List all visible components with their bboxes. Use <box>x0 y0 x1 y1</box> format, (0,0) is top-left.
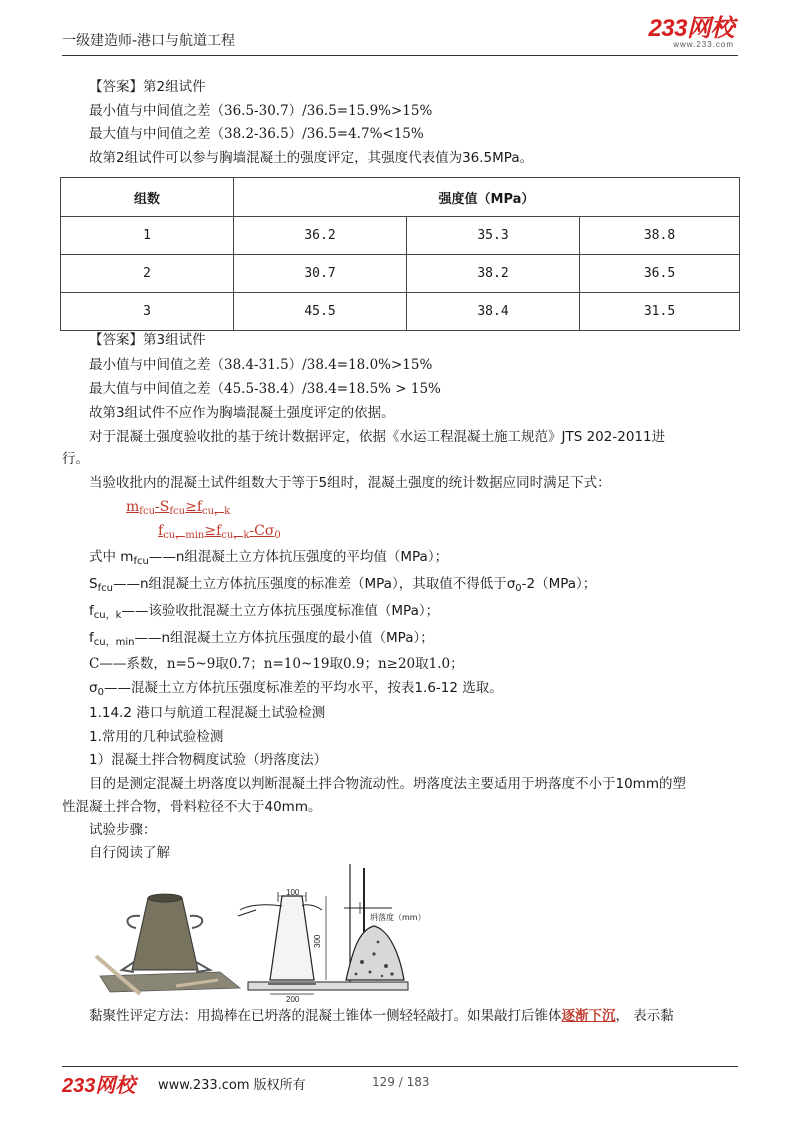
definition-sfcu: $S_{fcu}——n$组混凝土立方体抗压强度的标准差（MPa），其取值不得低于$\sigma_0-2(MPa)$； <box>89 576 597 594</box>
table-row <box>61 293 740 331</box>
table-cell: 30.7 <box>234 255 407 293</box>
dim-300-label: 300 <box>313 934 322 948</box>
emphasis-gradual-sink: 逐渐下沉 <box>561 1008 616 1024</box>
self-study-note: 自行阅读了解 <box>89 845 170 861</box>
table-cell: 38.4 <box>407 293 580 331</box>
paragraph-spec-line2: 行。 <box>62 451 89 467</box>
logo-text: 233网校 <box>648 15 734 42</box>
table-cell: 36.2 <box>234 217 407 255</box>
dim-200-label: 200 <box>286 995 300 1004</box>
subsection-heading: 1.常用的几种试验检测 <box>89 729 224 745</box>
paragraph-purpose-line2: 性混凝土拌合物，骨料粒径不大于40mm。 <box>62 799 322 815</box>
table-header-group: 组数 <box>61 178 234 217</box>
table-cell: 38.8 <box>580 217 740 255</box>
table-cell: 31.5 <box>580 293 740 331</box>
table-row <box>61 217 740 255</box>
footer-copyright: www.233.com 版权所有 <box>158 1078 306 1093</box>
answer2-line3: 故第2组试件可以参与胸墙混凝土的强度评定，其强度代表值为36.5MPa。 <box>89 150 534 166</box>
table-cell-group: 1 <box>61 217 234 255</box>
definition-fcumin: $f_{cu,min}——n$组混凝土立方体抗压强度的最小值（MPa）； <box>89 630 434 648</box>
paragraph-spec-line1: 对于混凝土强度验收批的基于统计数据评定，依据《水运工程混凝土施工规范》JTS 202-2011进 <box>89 429 666 445</box>
table-header-strength: 强度值（MPa） <box>234 178 740 217</box>
answer3-line2: 最大值与中间值之差（45.5-38.4）/38.4=18.5% > 15% <box>89 381 441 397</box>
table-row <box>61 255 740 293</box>
answer3-line3: 故第3组试件不应作为胸墙混凝土强度评定的依据。 <box>89 405 395 421</box>
table-cell-group: 3 <box>61 293 234 331</box>
table-cell: 36.5 <box>580 255 740 293</box>
table-cell: 38.2 <box>407 255 580 293</box>
paragraph-cohesion: 黏聚性评定方法：用捣棒在已坍落的混凝土锥体一侧轻轻敲打。如果敲打后锥体逐渐下沉， 表示黏 <box>89 1008 674 1024</box>
footer-divider <box>62 1066 738 1067</box>
definition-fcuk: $f_{cu,k}——$该验收批混凝土立方体抗压强度标准值（MPa）； <box>89 603 440 621</box>
formula-2: $f_{cu,min}\ge f_{cu,k}-C\sigma_0$ <box>158 523 281 541</box>
slump-label: 坍落度（mm） <box>370 913 426 922</box>
definition-c: C——系数，n=5~9取0.7；n=10~19取0.9；n≥20取1.0； <box>89 656 464 672</box>
brand-logo[interactable] <box>648 16 734 49</box>
paragraph-condition: 当验收批内的混凝土试件组数大于等于5组时，混凝土强度的统计数据应同时满足下式： <box>89 475 611 491</box>
header-title: 一级建造师-港口与航道工程 <box>62 33 236 49</box>
answer2-heading: 【答案】第2组试件 <box>89 79 206 95</box>
test-heading: 1）混凝土拌合物稠度试验（坍落度法） <box>89 752 328 768</box>
dim-100-label: 100 <box>286 888 300 897</box>
footer-logo[interactable]: 233网校 <box>62 1075 136 1097</box>
answer2-line2: 最大值与中间值之差（38.2-36.5）/36.5=4.7%<15% <box>89 126 424 142</box>
logo-url: www.233.com <box>673 40 734 49</box>
table-cell-group: 2 <box>61 255 234 293</box>
test-steps-label: 试验步骤： <box>89 822 157 838</box>
paragraph-purpose-line1: 目的是测定混凝土坍落度以判断混凝土拌合物流动性。坍落度法主要适用于坍落度不小于10mm的塑 <box>89 776 686 792</box>
formula-1: $m_{fcu}-S_{fcu}\ge f_{cu,k}$ <box>126 499 231 517</box>
page-number: 129 / 183 <box>372 1075 430 1089</box>
table-cell: 35.3 <box>407 217 580 255</box>
slump-diagram <box>238 864 426 1004</box>
section-heading: 1.14.2 港口与航道工程混凝土试验检测 <box>89 705 326 721</box>
table-header-row <box>61 178 740 217</box>
header-divider <box>62 55 738 56</box>
slump-cone-photo <box>96 894 240 994</box>
answer2-line1: 最小值与中间值之差（36.5-30.7）/36.5=15.9%>15% <box>89 103 433 119</box>
definition-sigma0: $\sigma_0——$混凝土立方体抗压强度标准差的平均水平，按表1.6-12 选取。 <box>89 680 503 698</box>
strength-table <box>60 177 740 331</box>
slump-test-figure <box>90 858 426 1004</box>
answer3-line1: 最小值与中间值之差（38.4-31.5）/38.4=18.0%>15% <box>89 357 433 373</box>
answer3-heading: 【答案】第3组试件 <box>89 332 206 348</box>
table-cell: 45.5 <box>234 293 407 331</box>
definition-mfcu: 式中 $m_{fcu}——n$组混凝土立方体抗压强度的平均值（MPa）； <box>89 549 449 567</box>
